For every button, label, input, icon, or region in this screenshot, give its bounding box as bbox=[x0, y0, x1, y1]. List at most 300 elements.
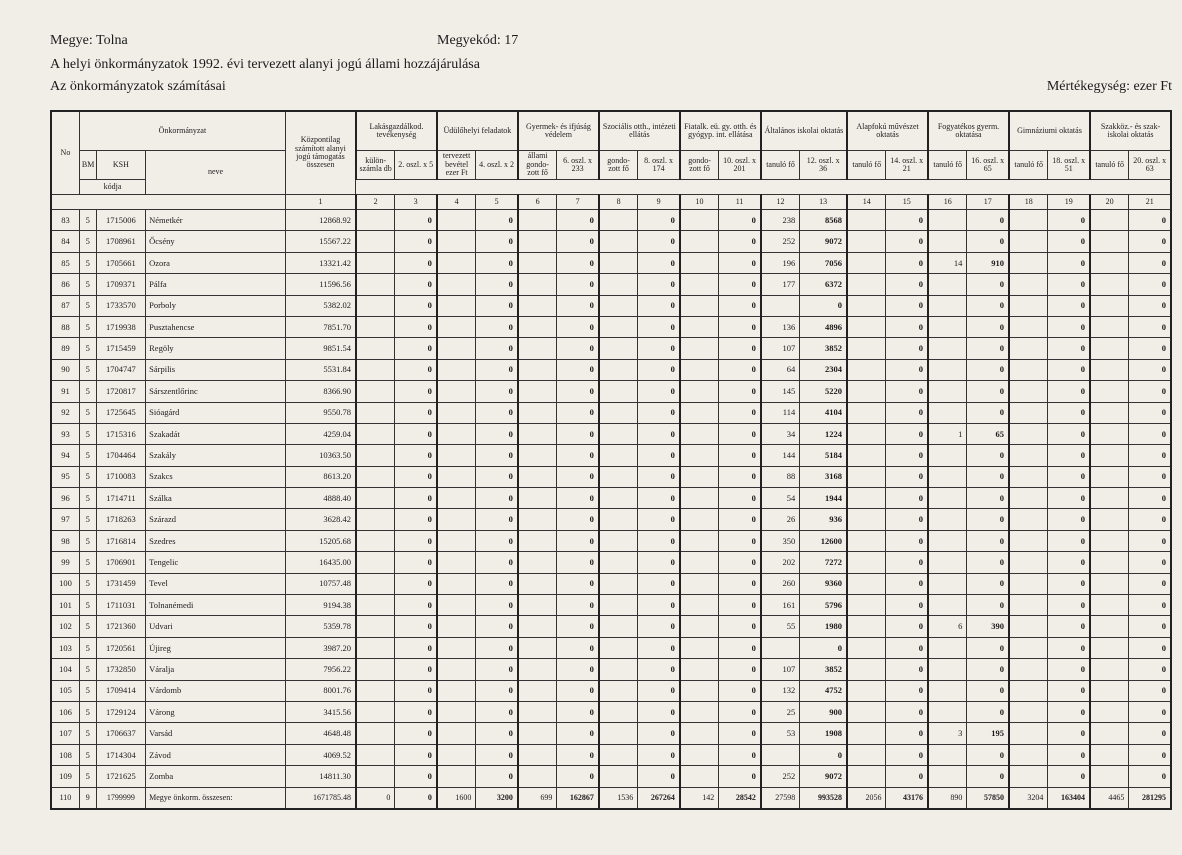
value-cell bbox=[1090, 573, 1129, 594]
value-cell bbox=[1009, 295, 1048, 316]
value-cell: 0 bbox=[967, 637, 1009, 658]
value-cell: 0 bbox=[638, 723, 680, 744]
value-cell bbox=[847, 445, 886, 466]
row-number: 102 bbox=[51, 616, 79, 637]
value-cell: 0 bbox=[967, 766, 1009, 787]
value-cell bbox=[680, 530, 719, 551]
value-cell: 0 bbox=[886, 402, 928, 423]
value-cell bbox=[437, 295, 476, 316]
value-cell bbox=[437, 359, 476, 380]
value-cell bbox=[437, 573, 476, 594]
value-cell: 0 bbox=[967, 316, 1009, 337]
column-number: 1 bbox=[285, 195, 355, 210]
value-cell: 0 bbox=[476, 210, 518, 231]
sub-header: 8. oszl. x 174 bbox=[638, 151, 680, 180]
ksh-code: 1708961 bbox=[96, 231, 145, 252]
value-cell: 0 bbox=[395, 488, 437, 509]
value-cell: 252 bbox=[761, 231, 800, 252]
municipality-name: Tengelic bbox=[146, 552, 286, 573]
value-cell: 0 bbox=[638, 466, 680, 487]
value-cell: 34 bbox=[761, 423, 800, 444]
bm-code: 5 bbox=[79, 509, 96, 530]
value-cell bbox=[680, 595, 719, 616]
bm-code: 5 bbox=[79, 659, 96, 680]
value-cell: 0 bbox=[395, 423, 437, 444]
table-row bbox=[51, 466, 1171, 487]
value-cell bbox=[847, 359, 886, 380]
value-cell bbox=[680, 338, 719, 359]
municipality-name: Porboly bbox=[146, 295, 286, 316]
value-cell bbox=[1090, 766, 1129, 787]
value-cell bbox=[1090, 231, 1129, 252]
value-cell: 6372 bbox=[800, 274, 847, 295]
value-cell bbox=[356, 338, 395, 359]
value-cell bbox=[928, 766, 967, 787]
kozponti-header: Központilag számított alanyi jogú támogatás összesen bbox=[285, 111, 355, 195]
value-cell bbox=[1090, 744, 1129, 765]
sub-header: 14. oszl. x 21 bbox=[886, 151, 928, 180]
value-cell bbox=[356, 552, 395, 573]
row-number: 83 bbox=[51, 210, 79, 231]
ksh-code: 1704464 bbox=[96, 445, 145, 466]
table-row bbox=[51, 723, 1171, 744]
value-cell: 0 bbox=[967, 466, 1009, 487]
value-cell: 3200 bbox=[476, 787, 518, 809]
row-number: 91 bbox=[51, 381, 79, 402]
bm-code: 5 bbox=[79, 573, 96, 594]
value-cell bbox=[761, 744, 800, 765]
municipality-name: Varsád bbox=[146, 723, 286, 744]
value-cell: 4888.40 bbox=[285, 488, 355, 509]
value-cell bbox=[928, 210, 967, 231]
value-cell bbox=[599, 680, 638, 701]
ksh-code: 1709414 bbox=[96, 680, 145, 701]
value-cell: 4465 bbox=[1090, 787, 1129, 809]
bm-code: 5 bbox=[79, 423, 96, 444]
row-number: 108 bbox=[51, 744, 79, 765]
value-cell: 8001.76 bbox=[285, 680, 355, 701]
value-cell bbox=[518, 423, 557, 444]
group-header: Lakásgazdálkod. tevékenység bbox=[356, 111, 437, 151]
value-cell: 0 bbox=[1048, 616, 1090, 637]
table-row bbox=[51, 252, 1171, 273]
value-cell: 0 bbox=[638, 381, 680, 402]
value-cell: 8613.20 bbox=[285, 466, 355, 487]
value-cell bbox=[437, 723, 476, 744]
value-cell bbox=[1009, 659, 1048, 680]
value-cell bbox=[680, 701, 719, 722]
value-cell bbox=[356, 381, 395, 402]
value-cell bbox=[1009, 402, 1048, 423]
value-cell: 3852 bbox=[800, 338, 847, 359]
value-cell: 11596.56 bbox=[285, 274, 355, 295]
bm-code: 5 bbox=[79, 552, 96, 573]
value-cell: 0 bbox=[719, 552, 761, 573]
value-cell bbox=[680, 402, 719, 423]
value-cell: 0 bbox=[1048, 488, 1090, 509]
table-row bbox=[51, 274, 1171, 295]
column-number: 9 bbox=[638, 195, 680, 210]
value-cell: 4896 bbox=[800, 316, 847, 337]
ksh-code: 1714304 bbox=[96, 744, 145, 765]
value-cell bbox=[518, 231, 557, 252]
value-cell: 1944 bbox=[800, 488, 847, 509]
value-cell: 28542 bbox=[719, 787, 761, 809]
value-cell: 0 bbox=[395, 637, 437, 658]
value-cell: 0 bbox=[476, 274, 518, 295]
value-cell: 142 bbox=[680, 787, 719, 809]
value-cell: 0 bbox=[967, 338, 1009, 359]
value-cell: 0 bbox=[557, 701, 599, 722]
table-row bbox=[51, 445, 1171, 466]
municipality-name: Németkér bbox=[146, 210, 286, 231]
value-cell: 0 bbox=[1129, 509, 1171, 530]
value-cell: 0 bbox=[557, 316, 599, 337]
value-cell bbox=[680, 381, 719, 402]
bm-code: 5 bbox=[79, 359, 96, 380]
value-cell bbox=[1090, 295, 1129, 316]
value-cell bbox=[518, 338, 557, 359]
value-cell: 0 bbox=[356, 787, 395, 809]
value-cell bbox=[356, 659, 395, 680]
value-cell bbox=[356, 466, 395, 487]
row-number: 97 bbox=[51, 509, 79, 530]
row-number: 110 bbox=[51, 787, 79, 809]
value-cell: 9851.54 bbox=[285, 338, 355, 359]
value-cell bbox=[599, 723, 638, 744]
value-cell: 107 bbox=[761, 659, 800, 680]
value-cell: 0 bbox=[476, 701, 518, 722]
value-cell: 0 bbox=[395, 509, 437, 530]
value-cell: 0 bbox=[886, 210, 928, 231]
value-cell: 0 bbox=[557, 766, 599, 787]
value-cell: 5382.02 bbox=[285, 295, 355, 316]
value-cell bbox=[437, 316, 476, 337]
value-cell: 0 bbox=[476, 231, 518, 252]
value-cell: 0 bbox=[476, 423, 518, 444]
column-number: 8 bbox=[599, 195, 638, 210]
column-number: 2 bbox=[356, 195, 395, 210]
value-cell: 0 bbox=[557, 744, 599, 765]
value-cell: 0 bbox=[719, 359, 761, 380]
value-cell bbox=[356, 744, 395, 765]
row-number: 95 bbox=[51, 466, 79, 487]
value-cell: 0 bbox=[557, 680, 599, 701]
value-cell bbox=[356, 252, 395, 273]
value-cell bbox=[356, 509, 395, 530]
row-number: 86 bbox=[51, 274, 79, 295]
value-cell bbox=[599, 488, 638, 509]
value-cell: 0 bbox=[1048, 338, 1090, 359]
value-cell bbox=[356, 210, 395, 231]
municipality-name: Őcsény bbox=[146, 231, 286, 252]
value-cell bbox=[599, 252, 638, 273]
value-cell: 0 bbox=[886, 316, 928, 337]
value-cell bbox=[928, 445, 967, 466]
municipality-name: Tevel bbox=[146, 573, 286, 594]
value-cell: 0 bbox=[395, 466, 437, 487]
value-cell bbox=[356, 402, 395, 423]
value-cell bbox=[928, 231, 967, 252]
value-cell bbox=[1009, 530, 1048, 551]
value-cell: 0 bbox=[886, 595, 928, 616]
value-cell: 0 bbox=[638, 659, 680, 680]
value-cell bbox=[356, 423, 395, 444]
value-cell bbox=[1090, 381, 1129, 402]
value-cell: 5531.84 bbox=[285, 359, 355, 380]
value-cell: 0 bbox=[719, 252, 761, 273]
value-cell: 0 bbox=[638, 359, 680, 380]
value-cell: 0 bbox=[638, 530, 680, 551]
value-cell: 0 bbox=[1048, 316, 1090, 337]
sub-header: tanuló fő bbox=[928, 151, 967, 180]
value-cell: 0 bbox=[557, 274, 599, 295]
value-cell: 267264 bbox=[638, 787, 680, 809]
ksh-code: 1729124 bbox=[96, 701, 145, 722]
value-cell: 0 bbox=[719, 316, 761, 337]
value-cell: 0 bbox=[1048, 530, 1090, 551]
value-cell bbox=[680, 274, 719, 295]
value-cell bbox=[599, 295, 638, 316]
value-cell: 0 bbox=[719, 338, 761, 359]
value-cell: 144 bbox=[761, 445, 800, 466]
value-cell bbox=[599, 552, 638, 573]
value-cell: 0 bbox=[886, 723, 928, 744]
value-cell: 1536 bbox=[599, 787, 638, 809]
value-cell bbox=[1090, 595, 1129, 616]
value-cell: 0 bbox=[1129, 231, 1171, 252]
sub-header: 10. oszl. x 201 bbox=[719, 151, 761, 180]
value-cell bbox=[518, 723, 557, 744]
value-cell bbox=[1090, 701, 1129, 722]
value-cell bbox=[1009, 744, 1048, 765]
value-cell: 162867 bbox=[557, 787, 599, 809]
value-cell: 13321.42 bbox=[285, 252, 355, 273]
value-cell: 0 bbox=[395, 616, 437, 637]
municipality-name: Pusztahencse bbox=[146, 316, 286, 337]
value-cell: 900 bbox=[800, 701, 847, 722]
value-cell bbox=[437, 488, 476, 509]
value-cell bbox=[680, 552, 719, 573]
value-cell bbox=[680, 231, 719, 252]
value-cell bbox=[518, 445, 557, 466]
value-cell: 12600 bbox=[800, 530, 847, 551]
value-cell: 0 bbox=[395, 359, 437, 380]
value-cell: 0 bbox=[1129, 552, 1171, 573]
ksh-code: 1733570 bbox=[96, 295, 145, 316]
value-cell bbox=[928, 338, 967, 359]
value-cell bbox=[599, 530, 638, 551]
ksh-code: 1732850 bbox=[96, 659, 145, 680]
value-cell bbox=[599, 744, 638, 765]
value-cell bbox=[437, 210, 476, 231]
value-cell bbox=[1090, 723, 1129, 744]
value-cell: 0 bbox=[886, 744, 928, 765]
value-cell: 0 bbox=[886, 552, 928, 573]
value-cell bbox=[437, 509, 476, 530]
value-cell: 0 bbox=[967, 381, 1009, 402]
group-header: Szakköz.- és szak-iskolai oktatás bbox=[1090, 111, 1171, 151]
column-number: 20 bbox=[1090, 195, 1129, 210]
row-number: 99 bbox=[51, 552, 79, 573]
row-number: 100 bbox=[51, 573, 79, 594]
value-cell bbox=[680, 616, 719, 637]
value-cell: 0 bbox=[638, 488, 680, 509]
value-cell: 0 bbox=[719, 766, 761, 787]
value-cell: 0 bbox=[557, 530, 599, 551]
municipality-name: Váralja bbox=[146, 659, 286, 680]
value-cell: 0 bbox=[395, 338, 437, 359]
value-cell bbox=[437, 402, 476, 423]
value-cell: 0 bbox=[638, 616, 680, 637]
sub-header: gondo-zott fő bbox=[599, 151, 638, 180]
value-cell bbox=[680, 466, 719, 487]
value-cell: 0 bbox=[886, 295, 928, 316]
value-cell: 4752 bbox=[800, 680, 847, 701]
value-cell: 0 bbox=[967, 659, 1009, 680]
value-cell bbox=[1090, 316, 1129, 337]
value-cell: 3415.56 bbox=[285, 701, 355, 722]
column-number: 10 bbox=[680, 195, 719, 210]
value-cell: 0 bbox=[476, 381, 518, 402]
column-number: 4 bbox=[437, 195, 476, 210]
value-cell bbox=[356, 274, 395, 295]
column-number: 18 bbox=[1009, 195, 1048, 210]
value-cell bbox=[356, 488, 395, 509]
value-cell: 64 bbox=[761, 359, 800, 380]
value-cell bbox=[437, 701, 476, 722]
sub-header: tanuló fő bbox=[761, 151, 800, 180]
municipality-name: Pálfa bbox=[146, 274, 286, 295]
value-cell bbox=[847, 423, 886, 444]
value-cell bbox=[847, 659, 886, 680]
value-cell: 0 bbox=[638, 445, 680, 466]
value-cell bbox=[928, 573, 967, 594]
value-cell bbox=[680, 252, 719, 273]
value-cell bbox=[437, 274, 476, 295]
value-cell: 14811.30 bbox=[285, 766, 355, 787]
value-cell bbox=[847, 616, 886, 637]
column-number: 14 bbox=[847, 195, 886, 210]
value-cell: 0 bbox=[967, 573, 1009, 594]
value-cell bbox=[680, 680, 719, 701]
value-cell: 53 bbox=[761, 723, 800, 744]
value-cell: 0 bbox=[967, 295, 1009, 316]
row-number: 107 bbox=[51, 723, 79, 744]
value-cell bbox=[680, 295, 719, 316]
value-cell bbox=[518, 509, 557, 530]
value-cell: 0 bbox=[1048, 701, 1090, 722]
value-cell bbox=[518, 595, 557, 616]
bm-code: 5 bbox=[79, 680, 96, 701]
value-cell bbox=[680, 766, 719, 787]
column-number: 3 bbox=[395, 195, 437, 210]
value-cell bbox=[518, 252, 557, 273]
value-cell: 7056 bbox=[800, 252, 847, 273]
value-cell: 0 bbox=[886, 488, 928, 509]
value-cell: 0 bbox=[967, 509, 1009, 530]
value-cell: 3168 bbox=[800, 466, 847, 487]
value-cell bbox=[1009, 595, 1048, 616]
value-cell bbox=[928, 359, 967, 380]
value-cell bbox=[356, 445, 395, 466]
value-cell: 0 bbox=[1048, 637, 1090, 658]
value-cell: 0 bbox=[638, 552, 680, 573]
value-cell: 5796 bbox=[800, 595, 847, 616]
value-cell: 0 bbox=[1129, 637, 1171, 658]
value-cell: 8366.90 bbox=[285, 381, 355, 402]
ksh-code: 1706901 bbox=[96, 552, 145, 573]
value-cell bbox=[847, 231, 886, 252]
value-cell: 0 bbox=[886, 231, 928, 252]
value-cell bbox=[518, 466, 557, 487]
value-cell bbox=[1090, 252, 1129, 273]
value-cell: 0 bbox=[967, 530, 1009, 551]
table-row bbox=[51, 701, 1171, 722]
sub-header: külön-számla db bbox=[356, 151, 395, 180]
municipality-name: Tolnanémedi bbox=[146, 595, 286, 616]
value-cell bbox=[1090, 338, 1129, 359]
value-cell: 0 bbox=[638, 423, 680, 444]
value-cell: 0 bbox=[886, 423, 928, 444]
ksh-code: 1710083 bbox=[96, 466, 145, 487]
value-cell bbox=[518, 637, 557, 658]
value-cell bbox=[599, 573, 638, 594]
value-cell bbox=[599, 466, 638, 487]
value-cell bbox=[680, 637, 719, 658]
value-cell bbox=[437, 338, 476, 359]
sub-header: 18. oszl. x 51 bbox=[1048, 151, 1090, 180]
value-cell bbox=[847, 530, 886, 551]
value-cell bbox=[847, 680, 886, 701]
sub-header: tanuló fő bbox=[1009, 151, 1048, 180]
value-cell: 0 bbox=[1129, 445, 1171, 466]
value-cell: 0 bbox=[395, 595, 437, 616]
value-cell bbox=[437, 552, 476, 573]
value-cell: 0 bbox=[1129, 252, 1171, 273]
bm-code: 5 bbox=[79, 466, 96, 487]
value-cell bbox=[599, 616, 638, 637]
value-cell: 0 bbox=[476, 659, 518, 680]
municipality-name: Újireg bbox=[146, 637, 286, 658]
value-cell bbox=[518, 552, 557, 573]
value-cell: 0 bbox=[395, 316, 437, 337]
row-number: 101 bbox=[51, 595, 79, 616]
value-cell: 252 bbox=[761, 766, 800, 787]
value-cell bbox=[437, 659, 476, 680]
municipality-name: Udvari bbox=[146, 616, 286, 637]
value-cell: 0 bbox=[476, 338, 518, 359]
value-cell: 0 bbox=[1048, 445, 1090, 466]
value-cell bbox=[356, 530, 395, 551]
sub-header: tanuló fő bbox=[847, 151, 886, 180]
value-cell: 0 bbox=[886, 466, 928, 487]
value-cell bbox=[356, 616, 395, 637]
column-number: 17 bbox=[967, 195, 1009, 210]
value-cell: 0 bbox=[719, 402, 761, 423]
value-cell bbox=[1090, 637, 1129, 658]
value-cell: 0 bbox=[638, 680, 680, 701]
value-cell bbox=[761, 295, 800, 316]
value-cell bbox=[1009, 552, 1048, 573]
ksh-code: 1731459 bbox=[96, 573, 145, 594]
subsidy-table bbox=[50, 110, 1172, 810]
neve-header: neve bbox=[146, 151, 286, 195]
value-cell bbox=[599, 445, 638, 466]
value-cell: 0 bbox=[886, 359, 928, 380]
value-cell: 0 bbox=[719, 680, 761, 701]
value-cell bbox=[356, 359, 395, 380]
